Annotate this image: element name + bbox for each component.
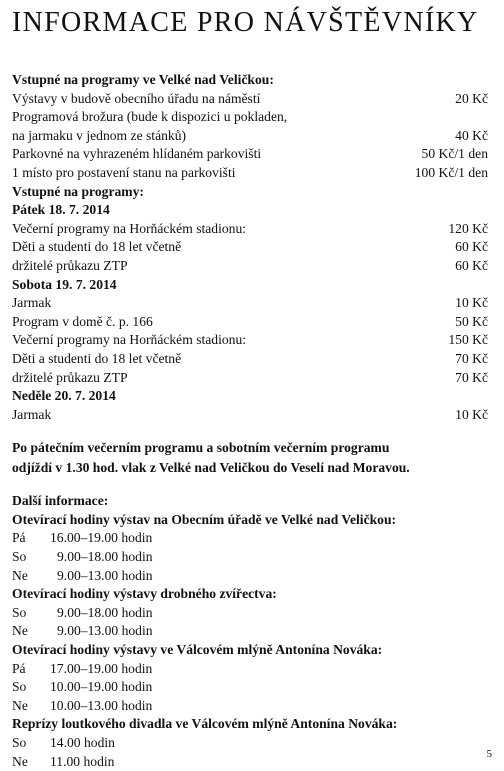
price-row xyxy=(12,238,488,257)
train-note-line: Po pátečním večerním programu a sobotním večerním programu xyxy=(12,440,390,456)
hours-heading: Otevírací hodiny výstav na Obecním úřadě ve Velké nad Veličkou: xyxy=(12,511,397,527)
hours-row xyxy=(12,622,488,641)
page-content xyxy=(12,71,488,771)
price-label: držitelé průkazu ZTP xyxy=(12,257,128,273)
price-row xyxy=(12,145,488,164)
hours-heading: Otevírací hodiny výstavy ve Válcovém mlýně Antonína Nováka: xyxy=(12,642,383,658)
price-label: Jarmak xyxy=(12,295,52,311)
price-value: 100 Kč/1 den xyxy=(414,164,488,180)
price-value: 60 Kč xyxy=(455,239,488,255)
hours-time: 17.00–19.00 hodin xyxy=(50,660,153,676)
price-label: Večerní programy na Horňáckém stadionu: xyxy=(12,332,247,348)
page-title: INFORMACE PRO NÁVŠTĚVNÍKY xyxy=(12,7,479,38)
page-number: 5 xyxy=(486,748,492,760)
hours-row xyxy=(12,548,488,567)
price-label: na jarmaku v jednom ze stánků) xyxy=(12,127,187,143)
hours-day: So xyxy=(12,549,27,565)
price-value: 50 Kč/1 den xyxy=(421,146,488,162)
price-row xyxy=(12,313,488,332)
price-label: Výstavy v budově obecního úřadu na náměstí xyxy=(12,90,261,106)
hours-time: 14.00 hodin xyxy=(50,735,115,750)
price-row xyxy=(12,406,488,425)
hours-time: 9.00–18.00 hodin xyxy=(57,549,153,565)
price-label: držitelé průkazu ZTP xyxy=(12,369,128,385)
price-row xyxy=(12,350,488,369)
price-row xyxy=(12,164,488,183)
hours-day: Ne xyxy=(12,697,28,713)
price-label: Parkovné na vyhrazeném hlídaném parkovišti xyxy=(12,146,262,162)
day-heading-friday: Pátek 18. 7. 2014 xyxy=(12,202,110,218)
hours-time: 10.00–13.00 hodin xyxy=(50,697,153,713)
hours-row xyxy=(12,604,488,623)
price-value: 70 Kč xyxy=(455,350,488,366)
train-note xyxy=(12,438,488,478)
more-info-heading: Další informace: xyxy=(12,493,109,509)
price-value: 60 Kč xyxy=(455,257,488,273)
price-label: Děti a studenti do 18 let včetně xyxy=(12,350,182,366)
hours-row xyxy=(12,567,488,586)
hours-time: 9.00–13.00 hodin xyxy=(57,623,153,639)
price-label: Večerní programy na Horňáckém stadionu: xyxy=(12,220,247,236)
price-value: 20 Kč xyxy=(455,90,488,106)
price-value: 50 Kč xyxy=(455,313,488,329)
hours-day: So xyxy=(12,604,27,620)
train-note-line: odjíždí v 1.30 hod. vlak z Velké nad Veličkou do Veselí nad Moravou. xyxy=(12,460,410,476)
price-label: 1 místo pro postavení stanu na parkovišti xyxy=(12,164,236,180)
hours-day: Ne xyxy=(12,623,28,639)
day-heading-sunday: Neděle 20. 7. 2014 xyxy=(12,388,116,404)
price-label: Jarmak xyxy=(12,406,52,422)
hours-row xyxy=(12,529,488,548)
price-label: Programová brožura (bude k dispozici u pokladen, xyxy=(12,109,288,125)
hours-heading: Otevírací hodiny výstavy drobného zvířectva: xyxy=(12,586,277,602)
hours-time: 9.00–13.00 hodin xyxy=(57,567,153,583)
hours-day: So xyxy=(12,679,27,695)
admission-programs-heading: Vstupné na programy: xyxy=(12,183,144,199)
hours-time: 10.00–19.00 hodin xyxy=(50,679,153,695)
hours-time: 11.00 hodin xyxy=(50,753,115,769)
price-row xyxy=(12,220,488,239)
hours-time: 9.00–18.00 hodin xyxy=(57,604,153,620)
hours-row xyxy=(12,660,488,679)
hours-time: 16.00–19.00 hodin xyxy=(50,530,153,546)
hours-row xyxy=(12,678,488,697)
price-value: 10 Kč xyxy=(455,295,488,311)
hours-row xyxy=(12,697,488,716)
price-row xyxy=(12,331,488,350)
price-row xyxy=(12,90,488,109)
hours-day: Ne xyxy=(12,753,28,769)
price-value: 120 Kč xyxy=(448,220,488,236)
hours-row xyxy=(12,734,488,753)
price-value: 40 Kč xyxy=(455,127,488,143)
price-row xyxy=(12,369,488,388)
price-row xyxy=(12,257,488,276)
price-row xyxy=(12,127,488,146)
price-value: 150 Kč xyxy=(448,332,488,348)
hours-row xyxy=(12,753,488,771)
hours-day: Pá xyxy=(12,530,26,546)
price-row xyxy=(12,108,488,127)
day-heading-saturday: Sobota 19. 7. 2014 xyxy=(12,276,117,292)
price-value: 70 Kč xyxy=(455,369,488,385)
hours-heading: Reprízy loutkového divadla ve Válcovém mlýně Antonína Nováka: xyxy=(12,716,398,732)
price-row xyxy=(12,294,488,313)
admission-velka-heading: Vstupné na programy ve Velké nad Veličkou: xyxy=(12,72,274,87)
price-label: Program v domě č. p. 166 xyxy=(12,313,153,329)
hours-day: So xyxy=(12,735,27,750)
price-label: Děti a studenti do 18 let včetně xyxy=(12,239,182,255)
hours-day: Pá xyxy=(12,660,26,676)
price-value: 10 Kč xyxy=(455,406,488,422)
hours-day: Ne xyxy=(12,567,28,583)
